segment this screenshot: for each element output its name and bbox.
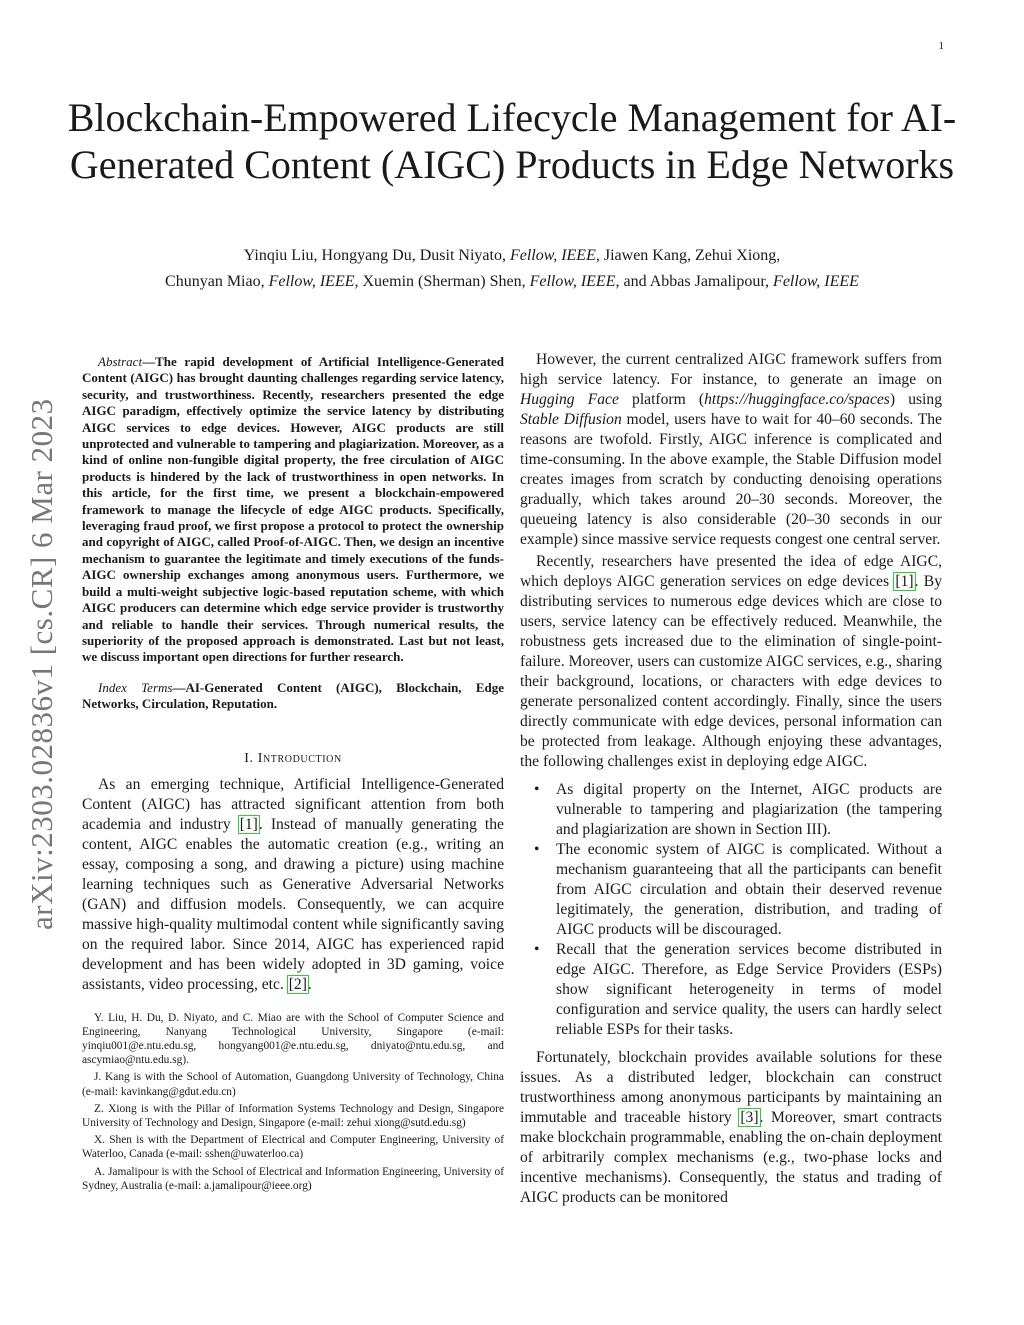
paragraph-text: . <box>307 975 312 993</box>
fellow-title: Fellow, IEEE <box>773 273 859 290</box>
author-names: , Xuemin (Sherman) Shen, <box>354 273 530 290</box>
bullet-icon: • <box>534 941 540 958</box>
paragraph-text: . Instead of manually generating the content, AIGC enables the automatic creation (e.g., writing an essay, composing a song, and drawing a picture) using machine learning techniques such as Generative Adversarial Networks (GAN) and diffusion models. Consequently, we can acquire massive high-quality multimodal content while significantly saving on the required labor. Since 2014, AIGC has experienced rapid development and has been widely adopted in 3D gaming, voice assistants, video processing, etc. <box>82 815 504 993</box>
arxiv-identifier-stamp: arXiv:2303.02836v1 [cs.CR] 6 Mar 2023 <box>24 398 59 930</box>
challenges-list <box>520 780 942 1040</box>
section-title: Introduction <box>257 750 342 766</box>
paragraph-text: . By distributing services to numerous edge devices which are close to users, service latency can be effectively reduced. Meanwhile, the robustness gets increased due to the elimination of single-point-failure. Moreover, users can customize AIGC services, e.g., sharing their background, locations, or characters with edge devices to generate personalized content accordingly. Finally, since the users directly communicate with edge devices, personal information can be protected from leakage. Although enjoying these advantages, the following challenges exist in deploying edge AIGC. <box>520 573 942 770</box>
author-names: , Jiawen Kang, Zehui Xiong, <box>595 247 781 264</box>
index-terms-label: Index Terms <box>98 679 173 695</box>
paragraph-text: platform ( <box>618 391 705 408</box>
footnote: J. Kang is with the School of Automation, Guangdong University of Technology, China (e-mail: kavinkang@gdut.edu.cn) <box>82 1071 504 1098</box>
paragraph-text: . Moreover, smart contracts make blockchain programmable, enabling the on-chain deployment of arbitrarily complex mechanisms (e.g., two-phase locks and incentive mechanisms). Consequently, the status and trading of AIGC products can be monitored <box>520 1109 942 1206</box>
list-item-text: As digital property on the Internet, AIGC products are vulnerable to tampering and plagiarization (the tampering and plagiarization are shown in Section III). <box>556 781 942 838</box>
paragraph-edge-aigc <box>520 552 942 772</box>
abstract-text: —The rapid development of Artificial Intelligence-Generated Content (AIGC) has brought daunting challenges regarding service latency, security, and trustworthiness. Recently, researchers presented the edge AIGC paradigm, effectively optimize the service latency by distributing AIGC services to edge devices. However, AIGC products are still unprotected and vulnerable to tampering and plagiarization. Moreover, as a kind of online non-fungible digital property, the free circulation of AIGC products is hindered by the lack of trustworthiness in open networks. In this article, for the first time, we present a blockchain-empowered framework to manage the lifecycle of edge AIGC products. Specifically, leveraging fraud proof, we first propose a protocol to protect the ownership and copyright of AIGC, called Proof-of-AIGC. Then, we design an incentive mechanism to guarantee the legitimate and timely executions of the funds-AIGC ownership exchanges among anonymous users. Furthermore, we build a multi-weight subjective logic-based reputation scheme, with which AIGC producers can determine which edge service provider is trustworthy and reliable to handle their services. Through numerical results, the superiority of the proposed approach is demonstrated. Last but not least, we discuss important open directions for further research. <box>82 354 504 665</box>
abstract-label: Abstract <box>98 354 143 369</box>
bullet-icon: • <box>534 841 540 858</box>
author-line-1 <box>60 243 964 269</box>
list-item-text: Recall that the generation services become distributed in edge AIGC. Therefore, as Edge Service Providers (ESPs) show significant heterogeneity in terms of model configuration and service quality, the users can hardly select reliable ESPs for their tasks. <box>556 941 942 1038</box>
footnote: X. Shen is with the Department of Electrical and Computer Engineering, University of Waterloo, Canada (e-mail: sshen@uwaterloo.ca) <box>82 1134 504 1161</box>
paragraph-latency <box>520 350 942 550</box>
section-heading-introduction <box>82 751 504 767</box>
platform-name: Hugging Face <box>520 391 619 408</box>
author-affiliation-footnotes <box>82 1011 504 1193</box>
model-name: Stable Diffusion <box>520 411 622 428</box>
left-column <box>82 350 504 1196</box>
paragraph-text: Fortunately, blockchain provides available solutions for these issues. As a distributed ledger, blockchain can construct trustworthiness among anonymous participants by maintaining an immutable and traceable history <box>520 1049 942 1126</box>
author-list <box>60 243 964 295</box>
platform-url[interactable]: https://huggingface.co/spaces <box>704 391 890 408</box>
paragraph-text: model, users have to wait for 40–60 seconds. The reasons are twofold. Firstly, AIGC inference is complicated and time-consuming. In the above example, the Stable Diffusion model creates images from scratch by conducting denoising operations gradually, which takes around 20–30 seconds. Moreover, the queueing latency is also considerable (20–30 seconds in our example) since massive service requests congest one central server. <box>520 411 942 548</box>
list-item-text: The economic system of AIGC is complicated. Without a mechanism guaranteeing that all the participants can benefit from AIGC circulation and obtain their deserved revenue legitimately, the generation, distribution, and trading of AIGC products will be discouraged. <box>556 841 942 938</box>
paper-title: Blockchain-Empowered Lifecycle Management for AI-Generated Content (AIGC) Products in Edge Networks <box>67 95 957 187</box>
list-item <box>520 840 942 940</box>
paragraph-blockchain <box>520 1048 942 1208</box>
index-terms-text: —AI-Generated Content (AIGC), Blockchain, Edge Networks, Circulation, Reputation. <box>82 679 505 712</box>
citation-link[interactable]: [1] <box>895 573 914 590</box>
author-line-2 <box>60 269 964 295</box>
page-number: 1 <box>938 40 944 52</box>
fellow-title: Fellow, IEEE <box>268 273 355 290</box>
author-names: , and Abbas Jamalipour, <box>615 273 774 290</box>
index-terms <box>82 680 504 713</box>
fellow-title: Fellow, IEEE <box>509 247 596 264</box>
intro-paragraph <box>82 775 504 995</box>
bullet-icon: • <box>534 781 540 798</box>
list-item <box>520 780 942 840</box>
citation-link[interactable]: [2] <box>288 975 307 993</box>
paragraph-text: Recently, researchers have presented the idea of edge AIGC, which deploys AIGC generation services on edge devices <box>520 553 942 590</box>
author-names: Chunyan Miao, <box>165 273 269 290</box>
paragraph-text: ) using <box>889 391 942 408</box>
footnote: A. Jamalipour is with the School of Electrical and Information Engineering, University of Sydney, Australia (e-mail: a.jamalipour@ieee.org) <box>82 1165 504 1192</box>
citation-link[interactable]: [1] <box>239 815 258 833</box>
footnote: Y. Liu, H. Du, D. Niyato, and C. Miao are with the School of Computer Science and Engineering, Nanyang Technological University, Singapore (e-mail: yinqiu001@e.ntu.edu.sg, hongyang001@e.ntu.edu.sg, dniyato@ntu.edu.sg, and ascymiao@ntu.edu.sg). <box>82 1011 504 1067</box>
list-item <box>520 940 942 1040</box>
abstract <box>82 354 504 666</box>
footnote: Z. Xiong is with the Pillar of Information Systems Technology and Design, Singapore University of Technology and Design, Singapore (e-mail: zehui xiong@sutd.edu.sg) <box>82 1102 504 1129</box>
author-names: Yinqiu Liu, Hongyang Du, Dusit Niyato, <box>243 247 510 264</box>
paragraph-text: As an emerging technique, Artificial Intelligence-Generated Content (AIGC) has attracted significant attention from both academia and industry <box>82 775 504 833</box>
fellow-title: Fellow, IEEE <box>529 273 616 290</box>
section-number: I. <box>244 750 258 766</box>
citation-link[interactable]: [3] <box>740 1109 759 1126</box>
paragraph-text: However, the current centralized AIGC framework suffers from high service latency. For instance, to generate an image on <box>520 351 942 388</box>
right-column <box>520 350 942 1210</box>
